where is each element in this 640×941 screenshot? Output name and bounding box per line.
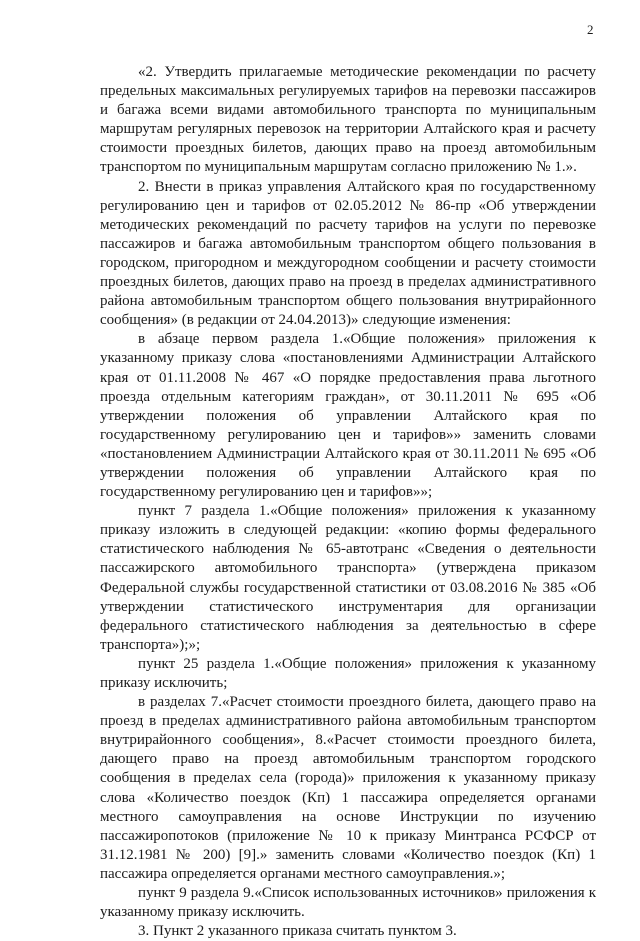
paragraph-renumber-point2: 3. Пункт 2 указанного приказа считать пунктом 3. bbox=[138, 923, 457, 940]
paragraph-approve-recommendations: «2. Утвердить прилагаемые методические рекомендации по расчету предельных максимальных регулируемых тарифов на перевозки пассажиров и багажа всеми видами автомобильного транспорта по муниципальным маршрутам регулярных перевозок на территории Алтайского края и расчету стоимости проездных билетов, дающих право на проезд автомобильным транспортом по муниципальным маршрутам согласно приложению № 1.». bbox=[100, 64, 596, 176]
document-body bbox=[100, 63, 596, 941]
paragraph-section1-point7: пункт 7 раздела 1.«Общие положения» приложения к указанному приказу изложить в следующей редакции: «копию формы федерального статистического наблюдения № 65-автотранс «Сведения о деятельности пассажирского автомобильного транспорта» (утверждена приказом Федеральной службы государственной статистики от 03.08.2016 № 385 «Об утверждении статистического инструментария для организации федерального статистического наблюдения за деятельностью в сфере транспорта»);»; bbox=[100, 503, 596, 653]
paragraph-section1-abzac1: в абзаце первом раздела 1.«Общие положения» приложения к указанному приказу слова «постановлениями Администрации Алтайского края от 01.11.2008 № 467 «О порядке предоставления права льготного проезда отдельным категориям граждан», от 30.11.2011 № 695 «Об утверждении положения об управлении Алтайского края по государственному регулированию цен и тарифов»» заменить словами «постановлением Администрации Алтайского края от 30.11.2011 № 695 «Об утверждении положения об управлении Алтайского края по государственному регулированию цен и тарифов»»; bbox=[100, 331, 596, 501]
paragraph-sections-7-8: в разделах 7.«Расчет стоимости проездного билета, дающего право на проезд в пределах административного района автомобильным транспортом внутрирайонного сообщения», 8.«Расчет стоимости проездного билета, дающего право на проезд автомобильным транспортом городского сообщения в пределах села (города)» приложения к указанному приказу слова «Количество поездок (Кп) 1 пассажира определяется органами местного самоуправления на основе Инструкции по изучению пассажиропотоков (приложение № 10 к приказу Минтранса РСФСР от 31.12.1981 № 200) [9].» заменить словами «Количество поездок (Кп) 1 пассажира определяется органами местного самоуправления.»; bbox=[100, 694, 596, 882]
page-number: 2 bbox=[587, 22, 594, 37]
paragraph-section9-point9: пункт 9 раздела 9.«Список использованных источников» приложения к указанному приказу исключить. bbox=[100, 885, 596, 921]
paragraph-amend-order: 2. Внести в приказ управления Алтайского края по государственному регулированию цен и тарифов от 02.05.2012 № 86-пр «Об утверждении методических рекомендаций по расчету тарифов на услуги по перевозке пассажиров и багажа автомобильным транспортом общего пользования в городском, пригородном и междугородном сообщении и расчету стоимости проездных билетов, дающих право на проезд в пределах административного района автомобильным транспортом общего пользования внутрирайонного сообщения» (в редакции от 24.04.2013)» следующие изменения: bbox=[100, 178, 596, 329]
paragraph-section1-point25: пункт 25 раздела 1.«Общие положения» приложения к указанному приказу исключить; bbox=[100, 655, 596, 691]
